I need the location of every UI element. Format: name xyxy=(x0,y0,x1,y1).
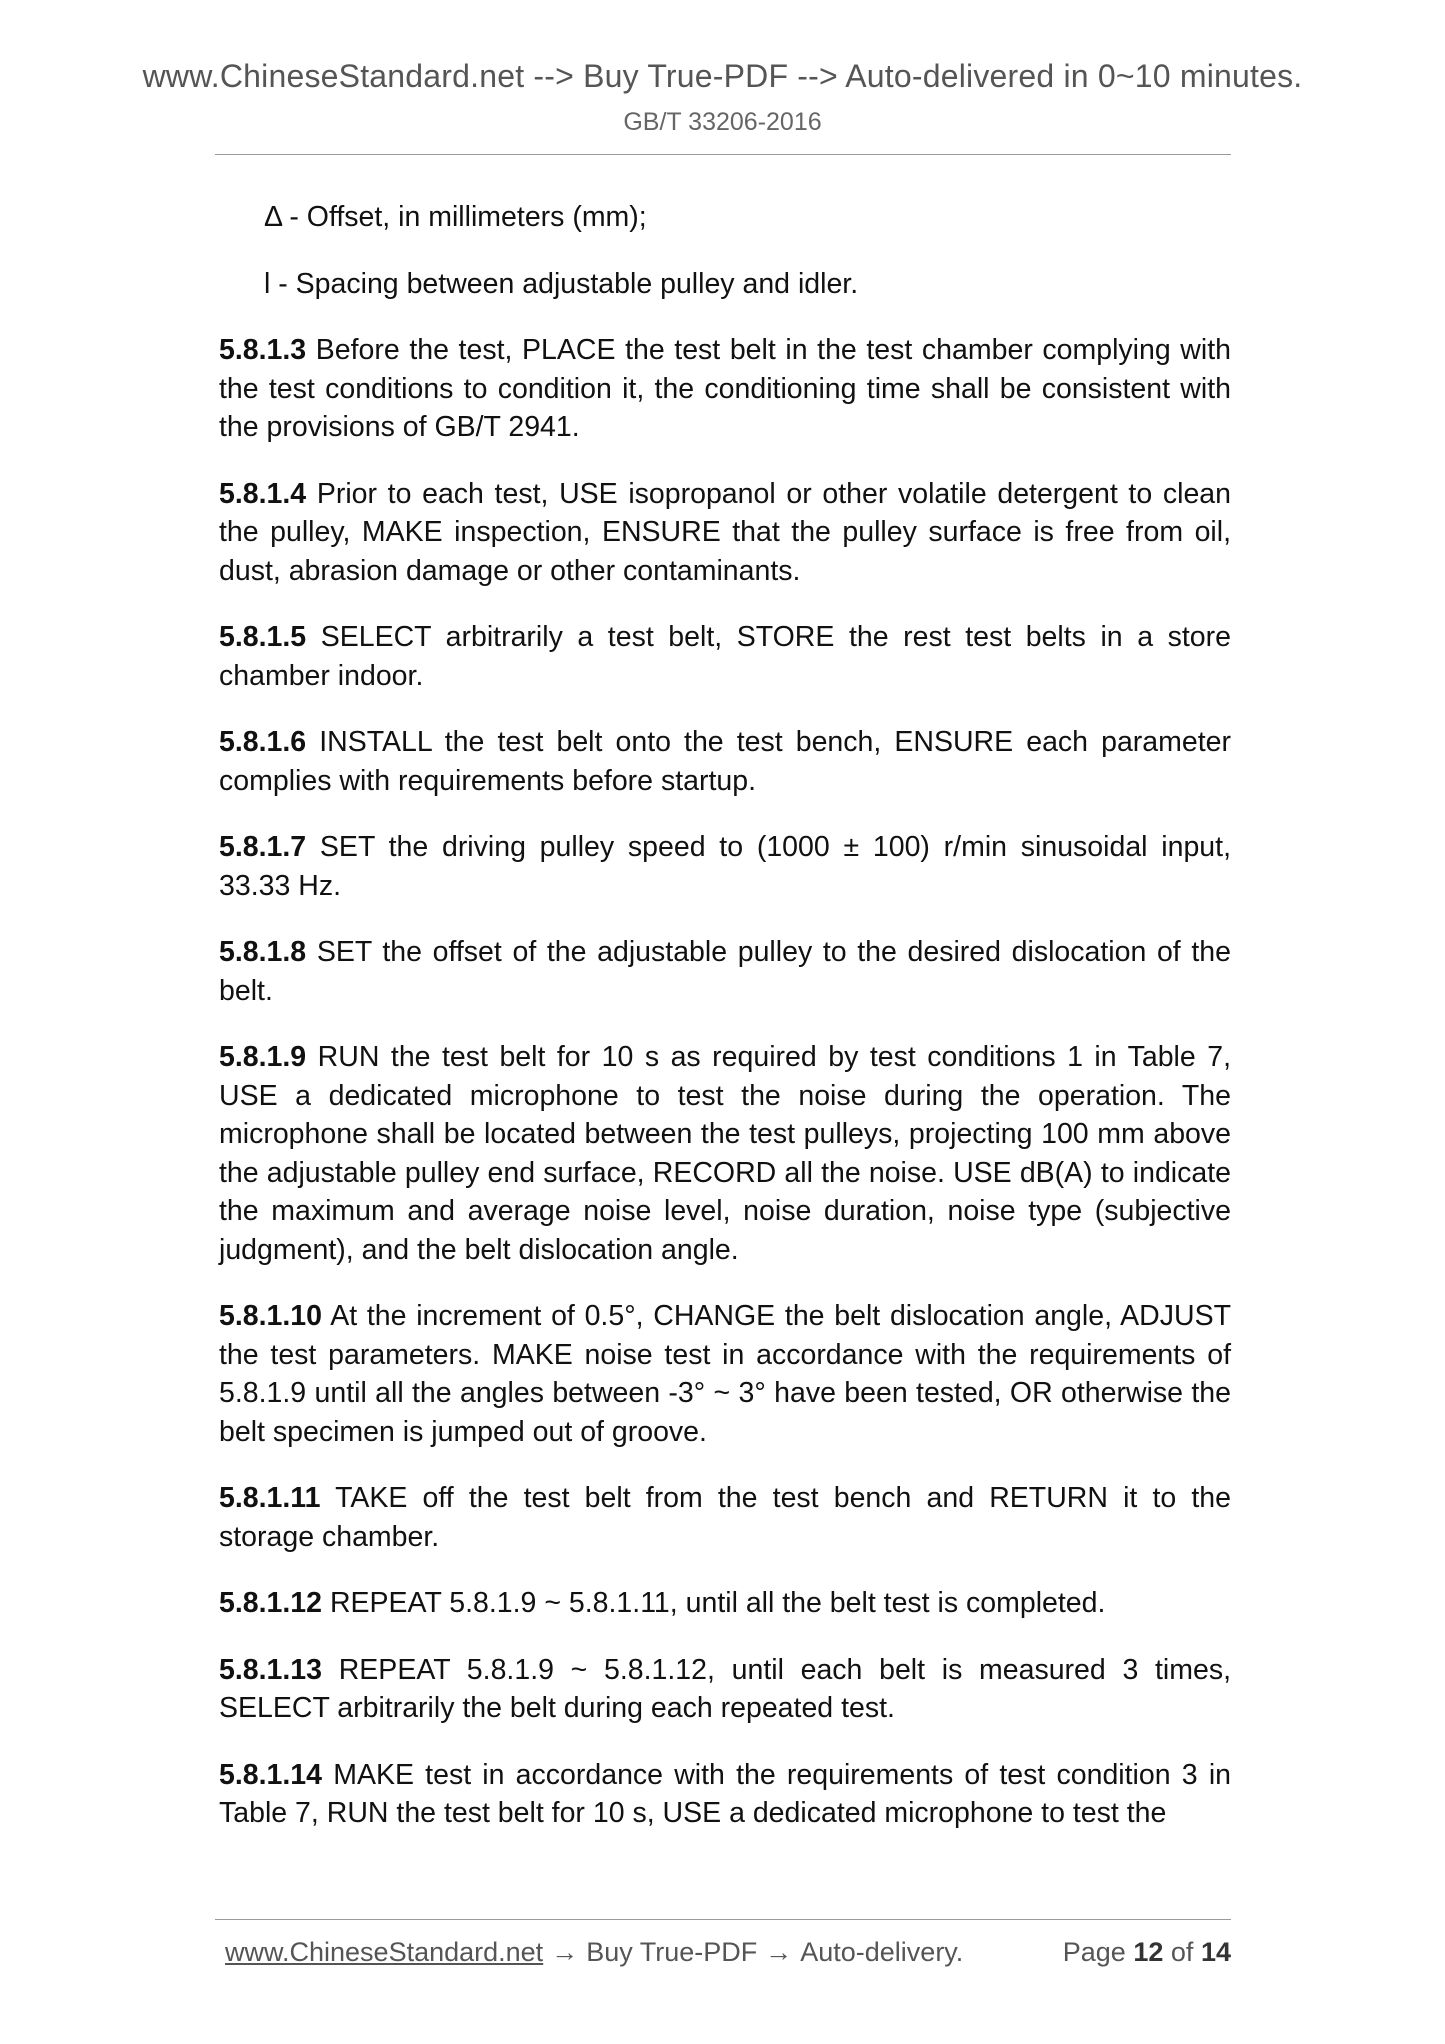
clause-number: 5.8.1.3 xyxy=(219,334,307,366)
clause-number: 5.8.1.6 xyxy=(219,726,307,758)
clause-5-8-1-12 xyxy=(219,1584,1231,1623)
clause-text: TAKE off the test belt from the test bench and RETURN it to the storage chamber. xyxy=(219,1482,1231,1553)
clause-5-8-1-5 xyxy=(219,618,1231,695)
clause-text: REPEAT 5.8.1.9 ~ 5.8.1.12, until each belt is measured 3 times, SELECT arbitrarily the belt during each repeated test. xyxy=(219,1653,1232,1724)
clause-number: 5.8.1.12 xyxy=(219,1587,323,1619)
footer-links xyxy=(225,1937,963,1968)
page-indicator xyxy=(1063,1937,1231,1968)
clause-5-8-1-14 xyxy=(219,1756,1231,1833)
clause-text: SELECT arbitrarily a test belt, STORE the rest test belts in a store chamber indoor. xyxy=(219,621,1231,692)
document-body xyxy=(219,198,1231,1861)
clause-number: 5.8.1.9 xyxy=(219,1041,307,1073)
clause-text: MAKE test in accordance with the requirements of test condition 3 in Table 7, RUN the test belt for 10 s, USE a dedicated microphone to test the xyxy=(219,1758,1232,1829)
footer-delivery-text: Auto-delivery. xyxy=(800,1937,964,1967)
clause-text: Before the test, PLACE the test belt in the test chamber complying with the test conditions to condition it, the conditioning time shall be consistent with the provisions of GB/T 2941. xyxy=(219,334,1231,443)
clause-5-8-1-6 xyxy=(219,723,1231,800)
clause-number: 5.8.1.7 xyxy=(219,831,307,863)
clause-text: At the increment of 0.5°, CHANGE the belt dislocation angle, ADJUST the test parameters. MAKE noise test in accordance with the requirements of 5.8.1.9 until all the angles between -3° ~ 3° have been tested, OR otherwise the belt specimen is jumped out of groove. xyxy=(219,1300,1231,1448)
clause-5-8-1-13 xyxy=(219,1651,1231,1728)
footer-site-link[interactable]: www.ChineseStandard.net xyxy=(225,1937,544,1967)
clause-text: SET the driving pulley speed to (1000 ± 100) r/min sinusoidal input, 33.33 Hz. xyxy=(219,831,1231,902)
header-site-line: www.ChineseStandard.net --> Buy True-PDF --> Auto-delivered in 0~10 minutes. xyxy=(142,58,1303,94)
footer-divider xyxy=(215,1919,1231,1920)
arrow-right-icon: → xyxy=(551,1937,579,1967)
header-standard-id: GB/T 33206-2016 xyxy=(623,108,822,136)
clause-5-8-1-11 xyxy=(219,1479,1231,1556)
clause-5-8-1-3 xyxy=(219,331,1231,447)
clause-5-8-1-10 xyxy=(219,1297,1231,1451)
page-total: 14 xyxy=(1200,1937,1231,1967)
page-word: Page xyxy=(1062,1937,1126,1967)
page-current: 12 xyxy=(1133,1937,1164,1967)
clause-text: INSTALL the test belt onto the test bench, ENSURE each parameter complies with requirements before startup. xyxy=(219,726,1231,797)
clause-text: REPEAT 5.8.1.9 ~ 5.8.1.11, until all the belt test is completed. xyxy=(329,1587,1106,1619)
clause-text: SET the offset of the adjustable pulley to the desired dislocation of the belt. xyxy=(219,936,1231,1007)
clause-5-8-1-8 xyxy=(219,933,1231,1010)
clause-number: 5.8.1.13 xyxy=(219,1653,323,1686)
arrow-right-icon: → xyxy=(765,1937,793,1967)
clause-text: Prior to each test, USE isopropanol or other volatile detergent to clean the pulley, MAKE inspection, ENSURE that the pulley surface is free from oil, dust, abrasion damage or other contaminants. xyxy=(219,477,1231,587)
of-word: of xyxy=(1170,1937,1194,1967)
clause-number: 5.8.1.11 xyxy=(219,1482,321,1514)
clause-number: 5.8.1.14 xyxy=(219,1758,323,1791)
clause-number: 5.8.1.10 xyxy=(219,1300,323,1332)
clause-5-8-1-7 xyxy=(219,828,1231,905)
clause-number: 5.8.1.4 xyxy=(219,477,307,510)
definition-spacing: l - Spacing between adjustable pulley and idler. xyxy=(264,267,859,300)
clause-5-8-1-4 xyxy=(219,475,1231,591)
clause-5-8-1-9 xyxy=(219,1038,1231,1269)
clause-number: 5.8.1.5 xyxy=(219,621,307,653)
definition-offset: Δ - Offset, in millimeters (mm); xyxy=(264,201,647,233)
header-divider xyxy=(215,154,1231,155)
clause-text: RUN the test belt for 10 s as required by test conditions 1 in Table 7, USE a dedicated microphone to test the noise during the operation. The microphone shall be located between the test pulleys, projecting 100 mm above the adjustable pulley end surface, RECORD all the noise. USE dB(A) to indicate the maximum and average noise level, noise duration, noise type (subjective judgment), and the belt dislocation angle. xyxy=(219,1041,1231,1266)
clause-number: 5.8.1.8 xyxy=(219,936,307,968)
footer-buy-text: Buy True-PDF xyxy=(586,1937,758,1967)
